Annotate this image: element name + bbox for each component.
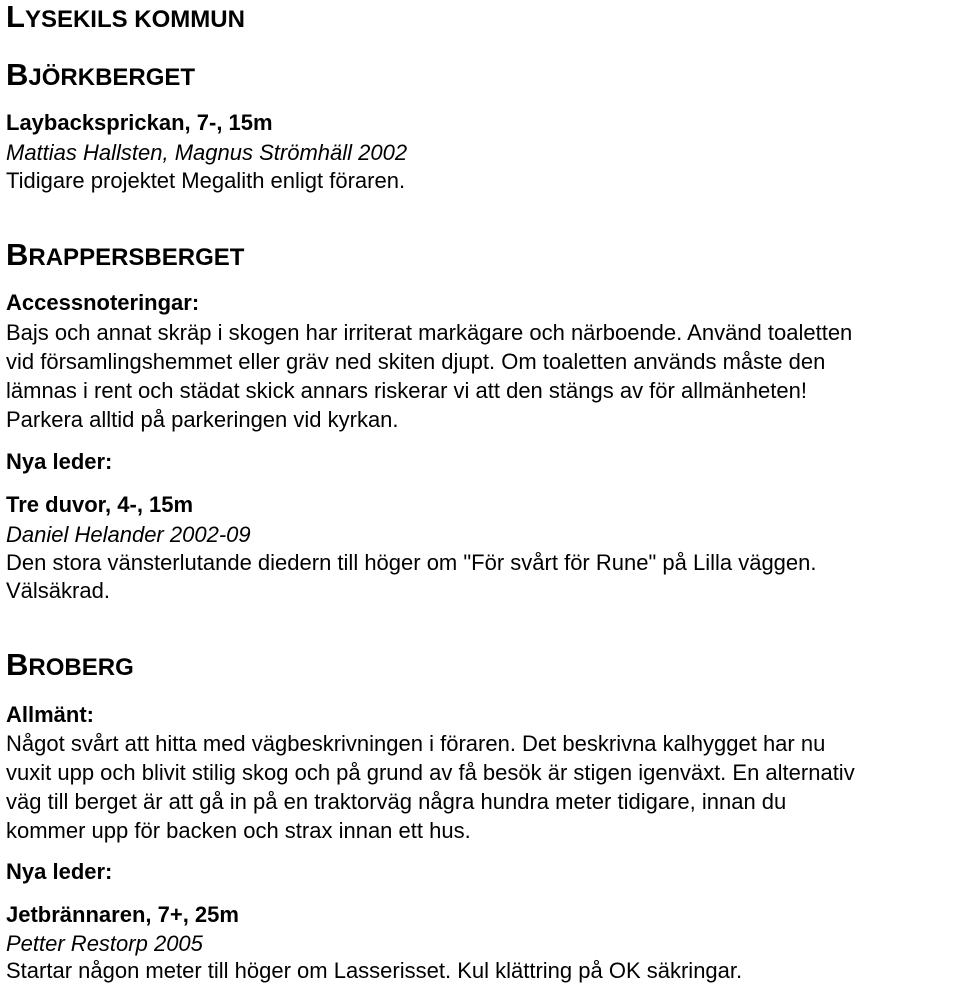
route-authors: Daniel Helander 2002-09: [6, 522, 251, 547]
route-description: Välsäkrad.: [6, 578, 110, 603]
access-note-line: vid församlingshemmet eller gräv ned skiten djupt. Om toaletten används måste den: [6, 349, 826, 374]
route-authors: Mattias Hallsten, Magnus Strömhäll 2002: [6, 140, 408, 165]
crag-heading-brappersberget: BRAPPERSBERGET: [6, 237, 245, 272]
route-title: Jetbrännaren, 7+, 25m: [6, 902, 239, 927]
route-title: Tre duvor, 4-, 15m: [6, 492, 194, 517]
new-routes-label: Nya leder:: [6, 859, 113, 884]
access-note-line: Parkera alltid på parkeringen vid kyrkan.: [6, 407, 399, 432]
crag-heading-broberg: BROBERG: [6, 647, 134, 682]
general-label: Allmänt:: [6, 702, 94, 727]
route-authors: Petter Restorp 2005: [6, 931, 203, 956]
access-notes-label: Accessnoteringar:: [6, 290, 200, 315]
access-note-line: lämnas i rent och städat skick annars riskerar vi att den stängs av för allmänheten!: [6, 378, 807, 403]
general-note-line: kommer upp för backen och strax innan ett hus.: [6, 818, 471, 843]
general-note-line: vuxit upp och blivit stilig skog och på grund av få besök är stigen igenväxt. En alternativ: [6, 760, 855, 785]
general-note-line: Något svårt att hitta med vägbeskrivningen i föraren. Det beskrivna kalhygget har nu: [6, 731, 826, 756]
route-title: Laybacksprickan, 7-, 15m: [6, 110, 273, 135]
general-note-line: väg till berget är att gå in på en traktorväg några hundra meter tidigare, innan du: [6, 789, 787, 814]
route-description: Tidigare projektet Megalith enligt föraren.: [6, 168, 406, 193]
access-note-line: Bajs och annat skräp i skogen har irriterat markägare och närboende. Använd toaletten: [6, 320, 853, 345]
route-description: Den stora vänsterlutande diedern till höger om "För svårt för Rune" på Lilla väggen.: [6, 550, 817, 575]
crag-heading-bjorkberget: BJÖRKBERGET: [6, 57, 196, 92]
municipality-heading: LYSEKILS KOMMUN: [6, 0, 245, 34]
new-routes-label: Nya leder:: [6, 449, 113, 474]
route-description: Startar någon meter till höger om Lasserisset. Kul klättring på OK säkringar.: [6, 958, 743, 983]
